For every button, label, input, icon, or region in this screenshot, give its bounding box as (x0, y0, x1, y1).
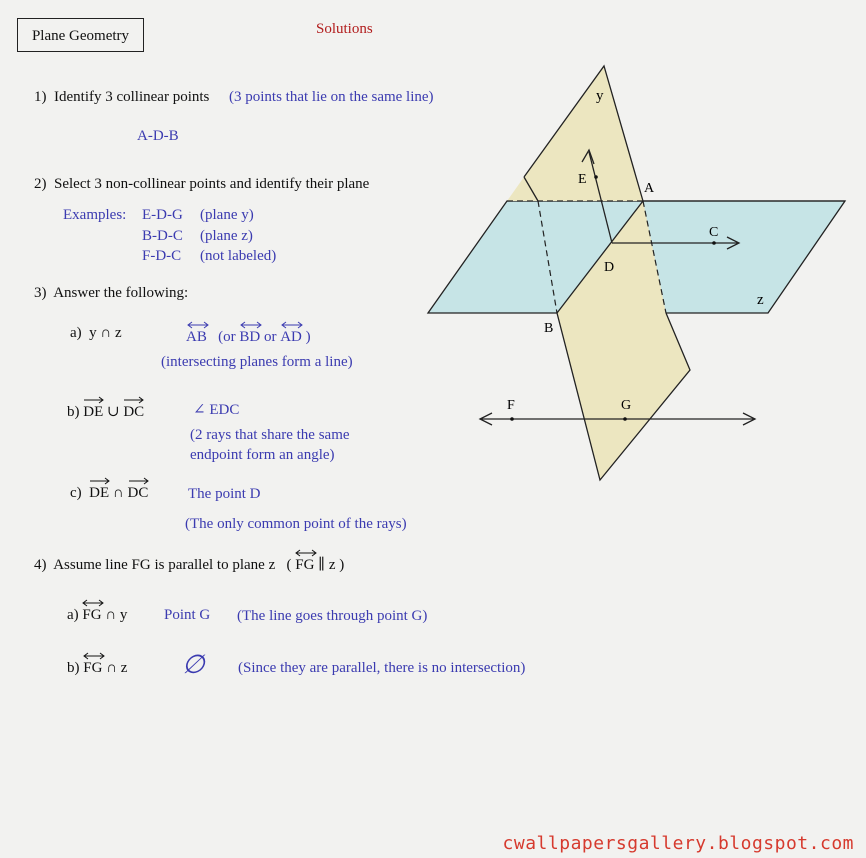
q4-paren: ( (286, 557, 292, 573)
line-fg: FG (82, 607, 102, 623)
point-f (510, 417, 514, 421)
label-f: F (507, 398, 515, 413)
q4a-op: ∩ y (105, 607, 128, 623)
watermark: cwallpapersgallery.blogspot.com (502, 833, 854, 854)
union-symbol: ∪ (107, 404, 120, 420)
q4b-label: b) (67, 660, 80, 676)
q4-text: Assume line FG is parallel to plane z (53, 557, 276, 573)
q3c-label: c) (70, 485, 82, 501)
or-text: or (263, 329, 277, 345)
q4-number: 4) (34, 557, 47, 573)
q4a-note: (The line goes through point G) (237, 608, 428, 624)
label-d: D (604, 260, 615, 275)
q1-hint: (3 points that lie on the same line) (229, 89, 434, 105)
empty-set-symbol: ∅ (182, 650, 205, 679)
parallel-z: ∥ z ) (318, 557, 345, 573)
q1-answer: A-D-B (137, 128, 179, 144)
q3b-note-1: (2 rays that share the same (190, 427, 350, 443)
q2-example-points: E-D-G (142, 207, 183, 223)
ray-de: DE (83, 404, 104, 420)
line-fg: FG (83, 660, 103, 676)
q2-number: 2) (34, 176, 47, 192)
q3-text: Answer the following: (53, 285, 189, 301)
q2-text: Select 3 non-collinear points and identify their plane (54, 176, 370, 192)
close-paren: ) (305, 329, 311, 345)
q3a-expr: y ∩ z (89, 325, 122, 341)
q2-example-points: F-D-C (142, 248, 182, 264)
label-c: C (709, 225, 719, 240)
q3b-answer: ∠ EDC (193, 402, 240, 418)
label-g: G (621, 398, 632, 413)
q2-example-plane: (plane z) (200, 228, 253, 244)
line-ad: AD (280, 329, 302, 345)
q4b-op: ∩ z (106, 660, 128, 676)
label-e: E (578, 172, 587, 187)
point-g (623, 417, 627, 421)
ray-de: DE (89, 485, 110, 501)
q4a-answer: Point G (164, 607, 211, 623)
plane-y-lower (557, 313, 690, 480)
q3c-answer: The point D (188, 486, 261, 502)
plane-y-upper (507, 66, 643, 201)
q2-examples-label: Examples: (63, 207, 127, 223)
q3b-label: b) (67, 404, 80, 420)
label-a: A (644, 181, 655, 196)
line-bd: BD (239, 329, 261, 345)
line-fg: FG (295, 557, 315, 573)
q3a-note: (intersecting planes form a line) (161, 354, 353, 370)
q1-text: Identify 3 collinear points (54, 89, 210, 105)
label-y: y (596, 88, 604, 104)
ray-dc: DC (127, 485, 149, 501)
label-b: B (544, 321, 554, 336)
q4b-note: (Since they are parallel, there is no intersection) (238, 660, 526, 676)
q3b-note-2: endpoint form an angle) (190, 447, 335, 463)
q2-example-points: B-D-C (142, 228, 183, 244)
q2-example-plane: (not labeled) (200, 248, 277, 264)
point-c (712, 241, 716, 245)
page-title: Plane Geometry (17, 18, 144, 52)
q3a-label: a) (70, 325, 82, 341)
line-ab: AB (186, 329, 207, 345)
q2-example-plane: (plane y) (200, 207, 254, 223)
ray-dc: DC (123, 404, 145, 420)
label-z: z (757, 292, 764, 308)
point-e (594, 175, 598, 179)
q1-number: 1) (34, 89, 47, 105)
solutions-label: Solutions (316, 21, 373, 37)
intersection-symbol: ∩ (112, 485, 124, 501)
or-text: (or (218, 329, 236, 345)
q3-number: 3) (34, 285, 47, 301)
q3c-note: (The only common point of the rays) (185, 516, 407, 532)
q4a-label: a) (67, 607, 79, 623)
